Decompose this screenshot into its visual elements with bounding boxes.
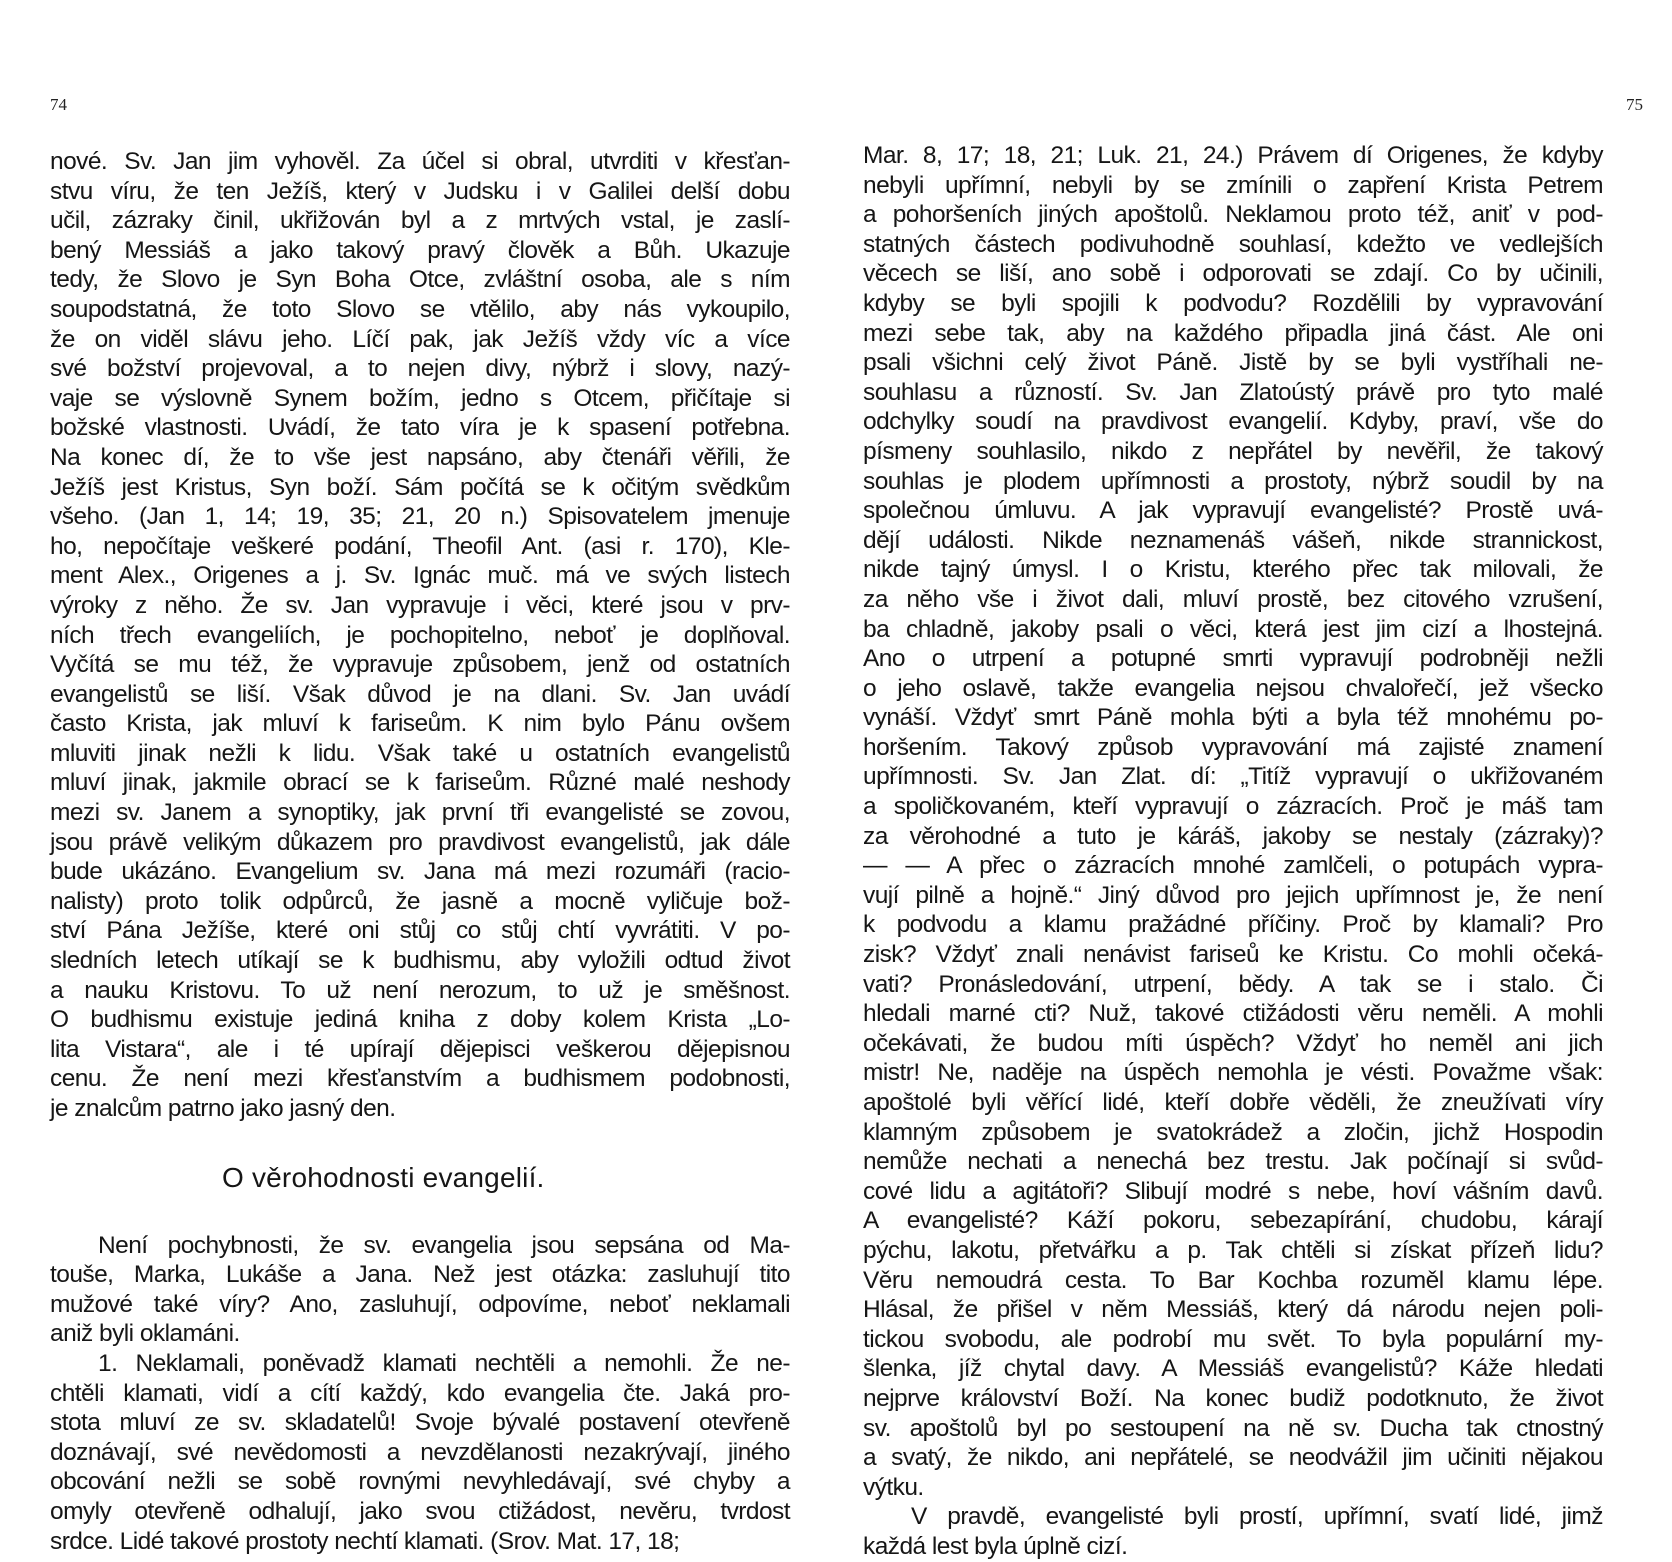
text-line: A evangelisté? Káží pokoru, sebezapírání, chudobu, kárají [863, 1207, 1603, 1235]
text-line: nejprve království Boží. Na konec budiž podotknuto, že život [863, 1384, 1603, 1412]
text-line: touše, Marka, Lukáše a Jana. Než jest otázka: zasluhují tito [50, 1261, 790, 1289]
text-line: mezi sebe tak, aby na každého připadla jiná část. Ale oni [863, 319, 1603, 347]
text-line: Mar. 8, 17; 18, 21; Luk. 21, 24.) Právem dí Origenes, že kdyby [863, 142, 1603, 169]
text-line: mužové také víry? Ano, zasluhují, odpovíme, neboť neklamali [50, 1290, 790, 1318]
text-line: své božství projevoval, a to nejen divy, nýbrž i slovy, nazý- [50, 355, 790, 383]
text-line: o jeho oslavě, takže evangelia nejsou chvalořečí, jež všecko [863, 674, 1603, 702]
text-line: ho, nepočítaje veškeré podání, Theofil Ant. (asi r. 170), Kle- [50, 532, 790, 560]
right-page [836, 0, 1672, 1560]
text-line: lita Vistara“, ale i té upírají dějepisci veškerou dějepisnou [50, 1035, 790, 1063]
right-page-text [863, 141, 1603, 1562]
text-line: tickou svobodu, ale podrobí mu svět. To byla populární my- [863, 1325, 1603, 1353]
text-line: aniž byli oklamáni. [50, 1320, 240, 1348]
text-line: Na konec dí, že to vše jest napsáno, aby čtenáři věřili, že [50, 443, 790, 471]
text-line: vynáší. Vždyť smrt Páně mohla býti a byla též mnohému po- [863, 704, 1603, 732]
text-line: soupodstatná, že toto Slovo se vtělilo, aby nás vykoupilo, [50, 295, 790, 323]
text-line: nebyli upřímní, nebyli by se zmínili o zapření Krista Petrem [863, 171, 1603, 199]
text-line: společnou úmluvu. A jak vypravují evangelisté? Prostě uvá- [863, 497, 1603, 525]
text-line: souhlas je plodem upřímnosti a prostoty, nýbrž soudil by na [863, 467, 1603, 495]
text-line: a spoličkovaném, kteří vypravují o zázracích. Proč je máš tam [863, 793, 1603, 821]
text-line: stota mluví ze sv. skladatelů! Svoje bývalé postavení otevřeně [50, 1409, 790, 1437]
text-line: a pohoršeních jiných apoštolů. Neklamou proto též, aniť v pod- [863, 201, 1603, 229]
text-line: božské vlastnosti. Uvádí, že tato víra je k spasení potřebna. [50, 414, 790, 442]
text-line: ba chladně, jakoby psali o věci, která jest jim cizí a lhostejná. [863, 615, 1603, 643]
text-line: za věrohodné a tuto je káráš, jakoby se nestaly (zázraky)? [863, 822, 1603, 850]
text-line: horšením. Takový způsob vypravování má zajisté znamení [863, 733, 1603, 761]
text-line: za něho vše i život dali, mluví prostě, bez citového vzrušení, [863, 585, 1603, 613]
text-line: věcech se liší, ano sobě i odporovati se zdají. Co by učinili, [863, 260, 1603, 288]
text-line: odchylky soudí na pravdivost evangelií. Kdyby, praví, vše do [863, 408, 1603, 436]
text-line: je znalcům patrno jako jasný den. [50, 1095, 396, 1122]
text-line: obcování nežli se sobě rovnými nevyhledávají, své chyby a [50, 1468, 790, 1496]
text-line: často Krista, jak mluví k fariseům. K nim bylo Pánu ovšem [50, 710, 790, 738]
text-line: písmeny souhlasilo, nikdo z nepřátel by nevěřil, že takový [863, 437, 1603, 465]
right-main-paragraph [863, 141, 1603, 1502]
text-line: učil, zázraky činil, ukřižován byl a z mrtvých vstal, je zaslí- [50, 207, 790, 235]
text-line: V pravdě, evangelisté byli prostí, upřímní, svatí lidé, jimž [911, 1503, 1603, 1531]
text-line: mluviti jinak nežli k lidu. Však také u ostatních evangelistů [50, 739, 790, 767]
text-line: hledali marné cti? Nuž, takové ctižádosti věru neměli. A mohli [863, 1000, 1603, 1028]
text-line: vaje se výslovně Synem božím, jedno s Otcem, přičítaje si [50, 384, 790, 412]
text-line: nikde tajný úmysl. I o Kristu, kterého přec tak milovali, že [863, 556, 1603, 584]
text-line: jsou právě velikým důkazem pro pravdivost evangelistů, jak dále [50, 828, 790, 856]
text-line: a nauku Kristovu. To už není nerozum, to už je směšnost. [50, 976, 790, 1004]
text-line: srdce. Lidé takové prostoty nechtí klamati. (Srov. Mat. 17, 18; [50, 1527, 680, 1555]
text-line: všeho. (Jan 1, 14; 19, 35; 21, 20 n.) Spisovatelem jmenuje [50, 503, 790, 531]
text-line: že on viděl slávu jeho. Líčí pak, jak Ježíš vždy víc a více [50, 325, 790, 353]
text-line: výtku. [863, 1473, 924, 1501]
text-line: nové. Sv. Jan jim vyhověl. Za účel si obral, utvrditi v křesťan- [50, 148, 790, 175]
text-line: šlenka, jíž chytal davy. A Messiáš evangelistů? Káže hledati [863, 1355, 1603, 1383]
text-line: statných částech podivuhodně souhlasí, kdežto ve vedlejších [863, 230, 1603, 258]
text-line: Ano o utrpení a potupné smrti vypravují podrobněji nežli [863, 645, 1603, 673]
text-line: nalisty) proto tolik odpůrců, že jasně a mocně vyličuje bož- [50, 887, 790, 915]
page-number-right: 75 [1626, 95, 1643, 114]
text-line: Věru nemoudrá cesta. To Bar Kochba rozuměl klamu lépe. [863, 1266, 1603, 1294]
page-number-left: 74 [50, 95, 67, 114]
section-heading: O věrohodnosti evangelií. [222, 1161, 545, 1193]
text-line: tedy, že Slovo je Syn Boha Otce, zvláštní osoba, ale s ním [50, 266, 790, 294]
text-line: O budhismu existuje jediná kniha z doby kolem Krista „Lo- [50, 1006, 790, 1034]
left-bottom-paragraphs [50, 1231, 790, 1557]
text-line: stvu víru, že ten Ježíš, který v Judsku i v Galilei delší dobu [50, 177, 790, 205]
text-line: upřímnosti. Sv. Jan Zlat. dí: „Titíž vypravují o ukřižovaném [863, 763, 1603, 791]
text-line: Vyčítá se mu též, že vypravuje způsobem, jenž od ostatních [50, 651, 790, 679]
text-line: bený Messiáš a jako takový pravý člověk a Bůh. Ukazuje [50, 236, 790, 264]
text-line: Není pochybnosti, že sv. evangelia jsou sepsána od Ma- [98, 1231, 790, 1259]
text-line: ních třech evangeliích, je pochopitelno, neboť je doplňoval. [50, 621, 790, 649]
text-line: pýchu, lakotu, přetvářku a p. Tak chtěli si získat přízeň lidu? [863, 1236, 1603, 1264]
text-line: Hlásal, že přišel v něm Messiáš, který dá národu nejen poli- [863, 1296, 1603, 1324]
text-line: klamným způsobem je svatokrádež a zločin, jichž Hospodin [863, 1118, 1603, 1146]
text-line: nemůže nechati a nenechá bez trestu. Jak počínají si svůd- [863, 1148, 1603, 1176]
left-page-text [50, 147, 790, 1556]
text-line: Ježíš jest Kristus, Syn boží. Sám počítá se k očitým svědkům [50, 473, 790, 501]
text-line: výroky z něho. Že sv. Jan vypravuje i věci, které jsou v prv- [50, 591, 790, 619]
text-line: 1. Neklamali, poněvadž klamati nechtěli a nemohli. Že ne- [98, 1349, 790, 1377]
text-line: cové lidu a agitátoři? Slibují modré s nebe, hoví vášním davů. [863, 1177, 1603, 1205]
text-line: evangelistů se liší. Však důvod je na dlani. Sv. Jan uvádí [50, 680, 790, 708]
text-line: mluví jinak, jakmile obrací se k fariseům. Různé malé neshody [50, 769, 790, 797]
text-line: a svatý, že nikdo, ani nepřátelé, se neodvážil jim učiniti nějakou [863, 1444, 1603, 1472]
text-line: kdyby se byli spojili k podvodu? Rozdělili by vypravování [863, 289, 1603, 317]
text-line: vují pilně a hojně.“ Jiný důvod pro jejich upřímnost je, že není [863, 881, 1603, 909]
text-line: — — A přec o zázracích mnohé zamlčeli, o potupách vypra- [863, 852, 1603, 880]
text-line: sledních letech utíkají se k budhismu, aby vyložili odtud život [50, 947, 790, 975]
text-line: mezi sv. Janem a synoptiky, jak první tři evangelisté se zovou, [50, 799, 790, 827]
left-top-paragraph [50, 147, 790, 1124]
left-page [0, 0, 836, 1555]
text-line: psali všichni celý život Páně. Jistě by se byli vystříhali ne- [863, 349, 1603, 377]
text-line: zisk? Vždyť znali nenávist fariseů ke Kristu. Co mohli očeká- [863, 941, 1603, 969]
text-line: očekávati, že budou míti úspěch? Vždyť ho neměl ani jich [863, 1029, 1603, 1057]
text-line: ství Pána Ježíše, které oni stůj co stůj chtí vyvrátiti. V po- [50, 917, 790, 945]
text-line: doznávají, své nevědomosti a nevzdělanosti nezakrývají, jiného [50, 1438, 790, 1466]
text-line: k podvodu a klamu pražádné příčiny. Proč by klamali? Pro [863, 911, 1603, 939]
text-line: ment Alex., Origenes a j. Sv. Ignác muč. má ve svých listech [50, 562, 790, 590]
text-line: bude ukázáno. Evangelium sv. Jana má mezi rozumáři (racio- [50, 858, 790, 886]
text-line: cenu. Že není mezi křesťanstvím a budhismem podobnosti, [50, 1065, 790, 1093]
text-line: omyly otevřeně odhalují, jako svou ctižádost, nevěru, tvrdost [50, 1497, 790, 1525]
text-line: apoštolé byli věřící lidé, kteří dobře věděli, že zneužívati víry [863, 1089, 1603, 1116]
text-line: každá lest byla úplně cizí. [863, 1532, 1128, 1560]
text-line: mistr! Ne, naděje na úspěch nemohla je vésti. Považme však: [863, 1059, 1603, 1087]
text-line: vati? Pronásledování, utrpení, bědy. A tak se i stalo. Či [863, 970, 1603, 998]
text-line: chtěli klamati, vidí a cítí každý, kdo evangelia čte. Jaká pro- [50, 1379, 790, 1407]
text-line: sv. apoštolů byl po sestoupení na ně sv. Ducha tak ctnostný [863, 1414, 1603, 1442]
right-final-paragraph [863, 1502, 1603, 1561]
text-line: dějí události. Nikde neznamenáš vášeň, nikde strannickost, [863, 526, 1603, 554]
text-line: souhlasu a růzností. Sv. Jan Zlatoústý právě pro tyto malé [863, 378, 1603, 406]
